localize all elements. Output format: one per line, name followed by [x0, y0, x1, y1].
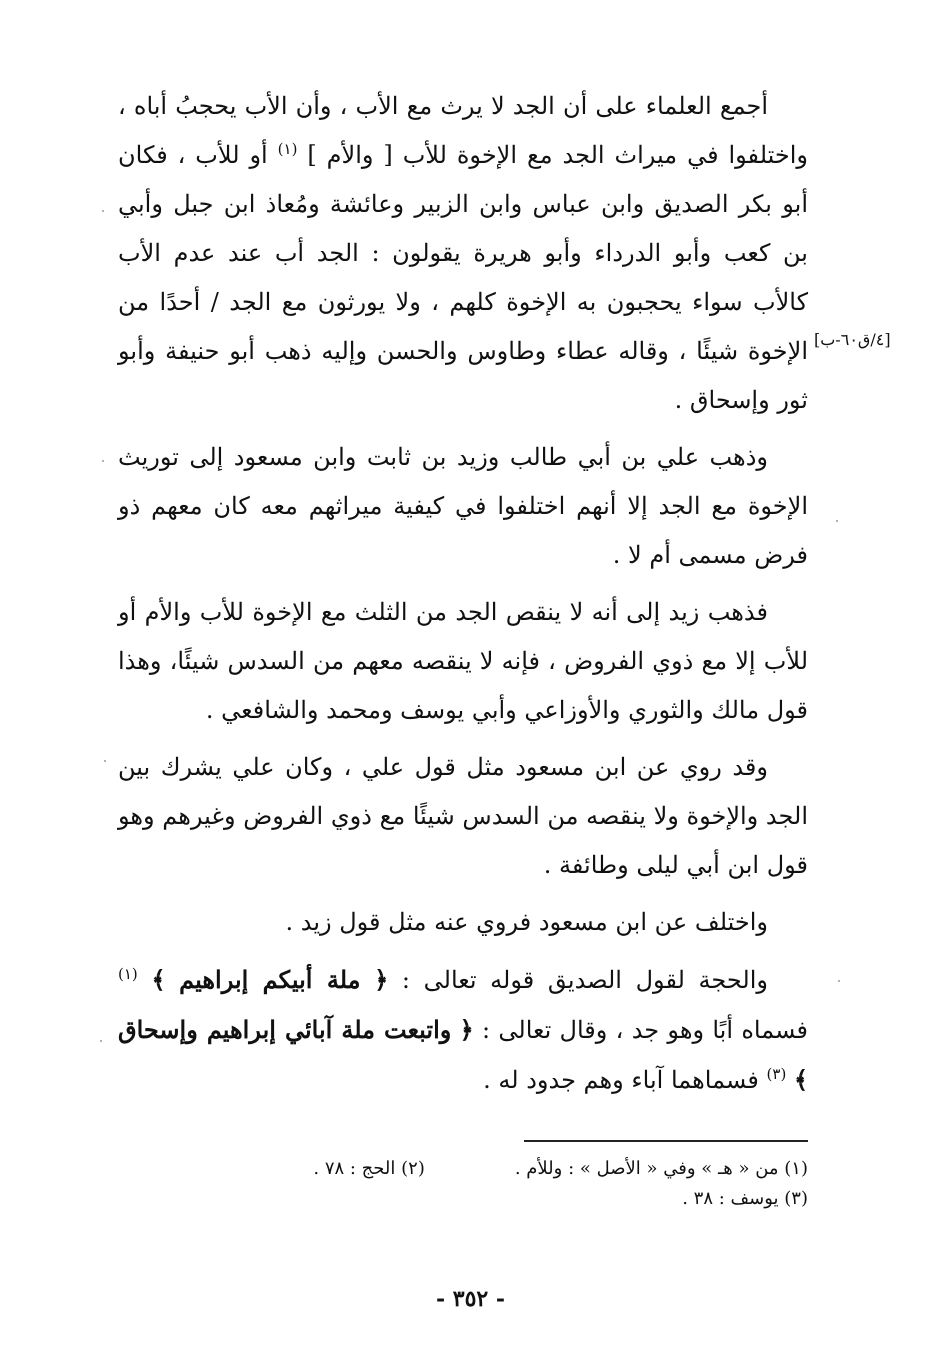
footnote-ref-3[interactable]: (٣) [766, 1065, 787, 1083]
footnote-1: (١) من « هـ » وفي « الأصل » : وللأم . [514, 1158, 808, 1179]
footnote-separator [524, 1140, 808, 1142]
paragraph-5: واختلف عن ابن مسعود فروي عنه مثل قول زيد . [285, 908, 768, 936]
paragraph-1-rest: أو للأب ، فكان أبو بكر الصديق وابن عباس وابن الزبير وعائشة ومُعاذ ابن جبل وأبي بن كعب وأبو الدرداء وأبو هريرة يقولون : الجد أب عند عدم الأب كالأب سواء يحجبون به الإخوة كلهم ، ولا يورثون مع الجد / أحدًا من الإخوة شيئًا ، وقاله عطاء وطاوس والحسن وإليه ذهب أبو حنيفة وأبو ثور وإسحاق . [118, 141, 808, 414]
argument-intro: والحجة لقول الصديق قوله تعالى : [401, 966, 768, 994]
quran-verse-2: واتبعت ملة آبائي إبراهيم وإسحاق [118, 1015, 452, 1044]
quran-bracket-close-2: ﴾ [793, 1065, 808, 1094]
footnotes [160, 1154, 808, 1214]
paragraph-argument [118, 955, 808, 1105]
footnote-ref-2[interactable]: (١) [118, 965, 138, 983]
footnote-row-1 [160, 1154, 808, 1184]
scan-speck [104, 760, 106, 762]
paragraph-1 [118, 82, 808, 425]
footnote-2: (٢) الحج : ٧٨ . [313, 1158, 425, 1179]
paragraph-3: فذهب زيد إلى أنه لا ينقص الجد من الثلث مع الإخوة للأب والأم أو للأب إلا مع ذوي الفروض ، فإنه لا ينقصه معهم من السدس شيئًا، وهذا قول مالك والثوري والأوزاعي وأبي يوسف ومحمد والشافعي . [118, 598, 809, 724]
footnote-3: (٣) يوسف : ٣٨ . [682, 1188, 808, 1209]
paragraph-1-lead: أجمع العلماء على أن الجد لا يرث مع الأب ، وأن الأب يحجبُ أباه ، واختلفوا في ميراث الجد مع الإخوة للأب [ والأم ] [118, 92, 808, 169]
scan-speck [102, 460, 104, 462]
main-text [118, 82, 808, 1105]
footnote-row-2 [160, 1184, 808, 1214]
scan-speck [838, 980, 840, 982]
scan-speck [836, 520, 838, 522]
quran-bracket-close: ﴾ [151, 965, 166, 994]
manuscript-folio-marker: [٤/ق٦٠-ب] [814, 330, 891, 349]
paragraph-2: وذهب علي بن أبي طالب وزيد بن ثابت وابن مسعود إلى توريث الإخوة مع الجد إلا أنهم اختلفوا في كيفية ميراثهم معه كان معهم ذو فرض مسمى أم لا . [118, 443, 808, 569]
scan-speck [102, 210, 104, 212]
scan-speck [100, 1040, 102, 1042]
quran-bracket-open-2: ﴿ [459, 1015, 474, 1044]
page-number: - ٣٥٢ - [435, 1286, 506, 1312]
argument-mid: فسماه أبًا وهو جد ، وقال تعالى : [482, 1016, 808, 1044]
paragraph-4: وقد روي عن ابن مسعود مثل قول علي ، وكان علي يشرك بين الجد والإخوة ولا ينقصه من السدس شيئًا مع ذوي الفروض وغيرهم وهو قول ابن أبي ليلى وطائفة . [118, 753, 808, 879]
quran-verse-1: ملة أبيكم إبراهيم [179, 965, 361, 994]
argument-end: فسماهما آباء وهم جدود له . [483, 1066, 759, 1094]
footnote-ref-1[interactable]: (١) [277, 140, 298, 158]
quran-bracket-open: ﴿ [374, 965, 389, 994]
